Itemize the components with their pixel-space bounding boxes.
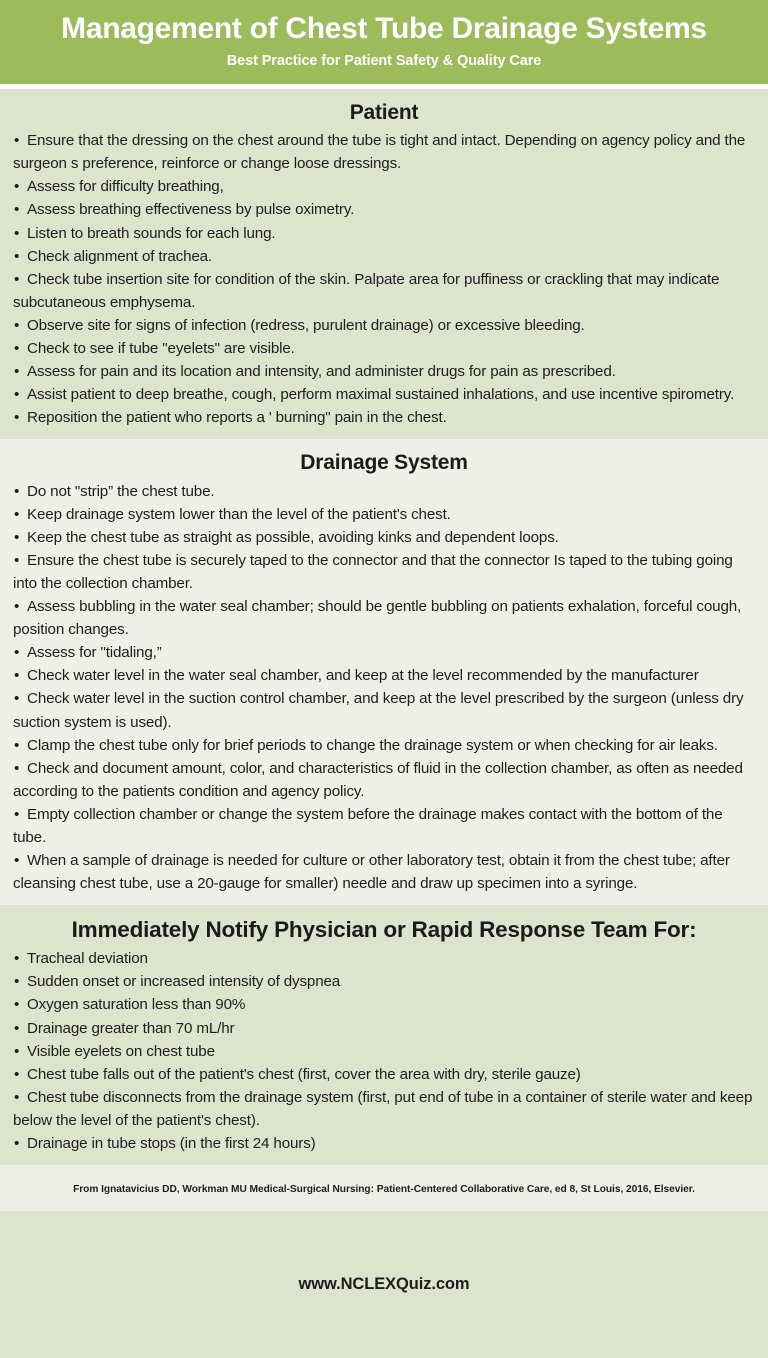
section-title-notify-physician: Immediately Notify Physician or Rapid Response Team For: (71, 917, 697, 943)
list-item: • Assist patient to deep breathe, cough, perform maximal sustained inhalations, and use incentive spirometry. (13, 383, 755, 406)
list-item: • Visible eyelets on chest tube (13, 1040, 755, 1063)
bullet-list-notify-physician (13, 947, 755, 1155)
list-item: • Chest tube falls out of the patient's chest (first, cover the area with dry, sterile gauze) (13, 1063, 755, 1086)
bullet-list-drainage-system (13, 480, 755, 896)
list-item: • Sudden onset or increased intensity of dyspnea (13, 970, 755, 993)
poster-header (0, 0, 768, 84)
list-item: • Check to see if tube "eyelets" are visible. (13, 337, 755, 360)
list-item: • Ensure the chest tube is securely taped to the connector and that the connector Is taped to the tubing going into the collection chamber. (13, 549, 755, 595)
list-item: • Do not "strip” the chest tube. (13, 480, 755, 503)
page-title: Management of Chest Tube Drainage Systems (61, 12, 707, 45)
list-item: • Check water level in the water seal chamber, and keep at the level recommended by the manufacturer (13, 664, 755, 687)
list-item: • Clamp the chest tube only for brief periods to change the drainage system or when checking for air leaks. (13, 734, 755, 757)
section-title-drainage-system: Drainage System (300, 451, 468, 475)
list-item: • Assess for difficulty breathing, (13, 175, 755, 198)
list-item: • Check and document amount, color, and characteristics of fluid in the collection chamber, as often as needed according to the patients condition and agency policy. (13, 757, 755, 803)
section-drainage-system (0, 439, 768, 905)
list-item: • Oxygen saturation less than 90% (13, 993, 755, 1016)
source-citation (0, 1165, 768, 1211)
list-item: • Keep drainage system lower than the level of the patient's chest. (13, 503, 755, 526)
section-patient (0, 89, 768, 439)
section-title-patient: Patient (349, 100, 419, 124)
list-item: • Chest tube disconnects from the drainage system (first, put end of tube in a container of sterile water and keep below the level of the patient's chest). (13, 1086, 755, 1132)
list-item: • Ensure that the dressing on the chest around the tube is tight and intact. Depending on agency policy and the surgeon s preference, reinforce or change loose dressings. (13, 129, 755, 175)
list-item: • Check water level in the suction control chamber, and keep at the level prescribed by the surgeon (unless dry suction system is used). (13, 687, 755, 733)
list-item: • Keep the chest tube as straight as possible, avoiding kinks and dependent loops. (13, 526, 755, 549)
list-item: • Reposition the patient who reports a ' burning" pain in the chest. (13, 406, 755, 429)
list-item: • Assess breathing effectiveness by pulse oximetry. (13, 198, 755, 221)
list-item: • Observe site for signs of infection (redress, purulent drainage) or excessive bleeding. (13, 314, 755, 337)
list-item: • Drainage greater than 70 mL/hr (13, 1017, 755, 1040)
list-item: • Check alignment of trachea. (13, 245, 755, 268)
website-url: www.NCLEXQuiz.com (298, 1275, 470, 1294)
list-item: • Drainage in tube stops (in the first 24 hours) (13, 1132, 755, 1155)
list-item: • Assess for pain and its location and intensity, and administer drugs for pain as prescribed. (13, 360, 755, 383)
list-item: • When a sample of drainage is needed for culture or other laboratory test, obtain it from the chest tube; after cleansing chest tube, use a 20-gauge for smaller) needle and draw up specimen into a syringe. (13, 849, 755, 895)
citation-text: From Ignatavicius DD, Workman MU Medical-Surgical Nursing: Patient-Centered Collaborative Care, ed 8, St Louis, 2016, Elsevier. (73, 1184, 695, 1196)
list-item: • Assess bubbling in the water seal chamber; should be gentle bubbling on patients exhalation, forceful cough, position changes. (13, 595, 755, 641)
page-subtitle: Best Practice for Patient Safety & Quality Care (226, 52, 542, 69)
list-item: • Assess for "tidaling,” (13, 641, 755, 664)
list-item: • Tracheal deviation (13, 947, 755, 970)
bullet-list-patient (13, 129, 755, 429)
list-item: • Listen to breath sounds for each lung. (13, 222, 755, 245)
section-notify-physician (0, 905, 768, 1165)
list-item: • Check tube insertion site for condition of the skin. Palpate area for puffiness or crackling that may indicate subcutaneous emphysema. (13, 268, 755, 314)
list-item: • Empty collection chamber or change the system before the drainage makes contact with the bottom of the tube. (13, 803, 755, 849)
website-footer (0, 1211, 768, 1358)
